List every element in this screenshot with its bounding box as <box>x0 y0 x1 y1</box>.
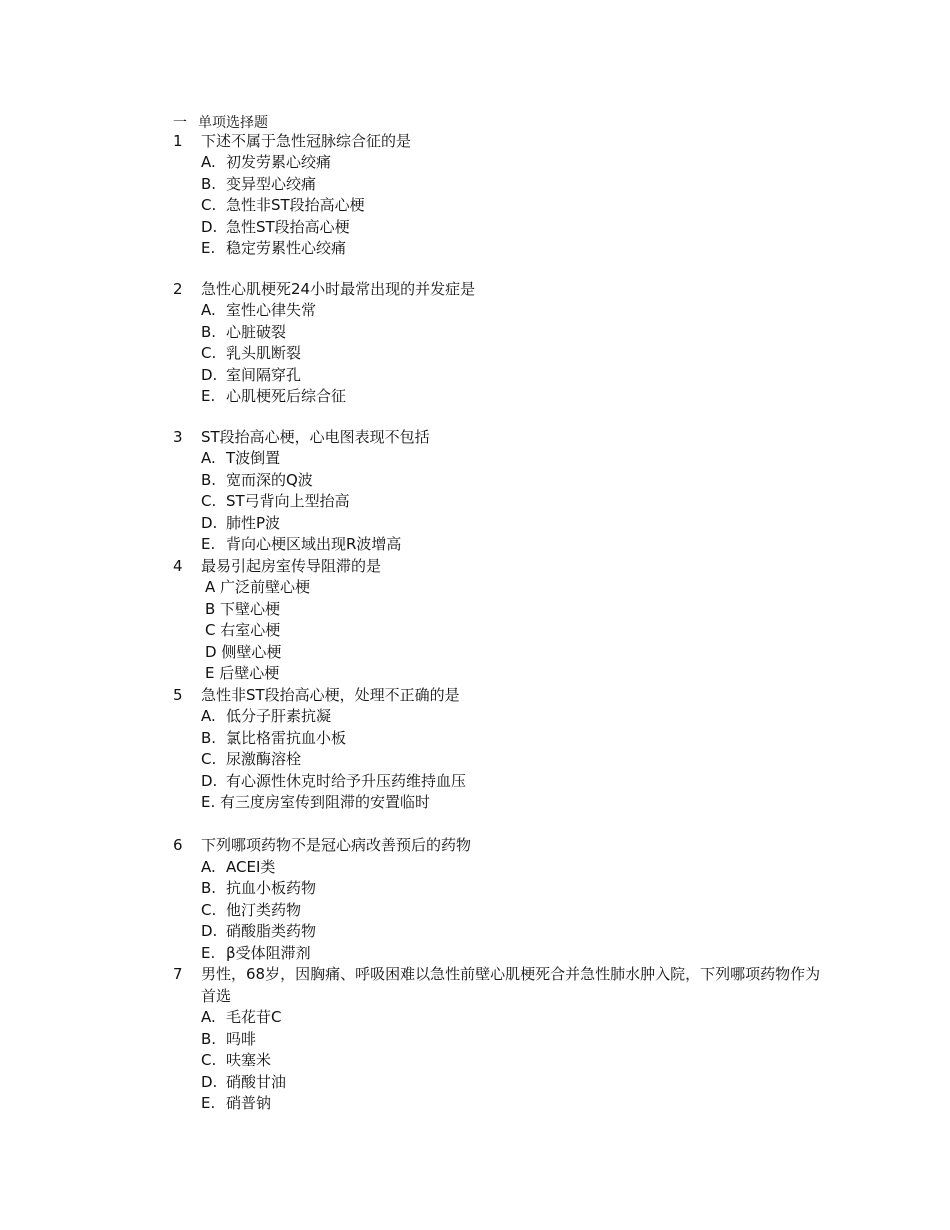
option-letter: E. <box>201 535 216 553</box>
option-text: 急性非ST段抬高心梗 <box>226 196 365 214</box>
option-text: ACEI类 <box>226 858 276 876</box>
question-text: ST段抬高心梗，心电图表现不包括 <box>201 428 430 446</box>
question-text: 下列哪项药物不是冠心病改善预后的药物 <box>201 836 472 854</box>
option-letter: A. <box>201 707 216 725</box>
option-letter: C. <box>201 1051 217 1069</box>
option-a <box>201 1007 281 1028</box>
option-e <box>201 534 401 555</box>
question-text: 最易引起房室传导阻滞的是 <box>201 557 382 575</box>
option-e <box>201 238 346 259</box>
option-text: 初发劳累心绞痛 <box>226 153 332 171</box>
option-text: 心肌梗死后综合征 <box>226 387 347 405</box>
option-text: 硝酸甘油 <box>226 1073 287 1091</box>
question-number: 1 <box>173 132 183 150</box>
option-letter: A. <box>201 1008 216 1026</box>
option-letter: B. <box>201 175 217 193</box>
option-e <box>201 943 311 964</box>
option-text: 硝酸脂类药物 <box>226 922 317 940</box>
option-letter: E. <box>201 944 216 962</box>
option-d <box>201 513 280 534</box>
question-number: 5 <box>173 686 183 704</box>
option-c <box>201 491 350 512</box>
section-heading <box>173 113 268 133</box>
option-text: 抗血小板药物 <box>226 879 317 897</box>
option-text: 急性ST段抬高心梗 <box>226 218 350 236</box>
option-letter: D. <box>201 218 218 236</box>
option-letter: B. <box>201 1030 217 1048</box>
option-text: 心脏破裂 <box>226 323 287 341</box>
option-text: 室间隔穿孔 <box>226 366 302 384</box>
option-text: ST弓背向上型抬高 <box>226 492 350 510</box>
option-e: E. 有三度房室传到阻滞的安置临时 <box>201 793 431 811</box>
question-text: 急性非ST段抬高心梗，处理不正确的是 <box>201 686 460 704</box>
option-letter: A. <box>201 153 216 171</box>
option-letter: B. <box>201 471 217 489</box>
option-text: 宽而深的Q波 <box>226 471 313 489</box>
option-letter: C. <box>201 492 217 510</box>
option-d <box>201 771 466 792</box>
option-d: D 侧壁心梗 <box>205 643 282 661</box>
option-d <box>201 365 301 386</box>
option-c: C 右室心梗 <box>205 621 281 639</box>
option-a: A 广泛前壁心梗 <box>205 578 311 596</box>
option-letter: C. <box>201 344 217 362</box>
option-d <box>201 217 350 238</box>
option-letter: E. <box>201 239 216 257</box>
option-letter: D. <box>201 772 218 790</box>
question-text: 男性，68岁，因胸痛、呼吸困难以急性前壁心肌梗死合并急性肺水肿入院，下列哪项药物作为首选 <box>201 965 821 1005</box>
option-e <box>201 1093 271 1114</box>
question-number: 3 <box>173 428 183 446</box>
option-e: E 后壁心梗 <box>205 664 280 682</box>
option-b <box>201 470 313 491</box>
option-text: T波倒置 <box>226 449 281 467</box>
option-c <box>201 900 301 921</box>
option-letter: B. <box>201 729 217 747</box>
option-text: 他汀类药物 <box>226 901 302 919</box>
option-d <box>201 1072 286 1093</box>
option-text: 吗啡 <box>226 1030 257 1048</box>
option-letter: B. <box>201 879 217 897</box>
option-letter: C. <box>201 901 217 919</box>
option-letter: A. <box>201 858 216 876</box>
option-a <box>201 448 280 469</box>
option-letter: E. <box>201 387 216 405</box>
option-letter: A. <box>201 301 216 319</box>
option-c <box>201 343 301 364</box>
option-letter: A. <box>201 449 216 467</box>
option-text: 低分子肝素抗凝 <box>226 707 332 725</box>
question-number: 4 <box>173 557 183 575</box>
option-c <box>201 749 301 770</box>
question-number: 7 <box>173 965 183 983</box>
option-text: 肺性P波 <box>226 514 281 532</box>
option-text: 氯比格雷抗血小板 <box>226 729 347 747</box>
option-text: 室性心律失常 <box>226 301 317 319</box>
option-a <box>201 706 331 727</box>
option-a <box>201 300 316 321</box>
option-b <box>201 174 316 195</box>
option-text: 稳定劳累性心绞痛 <box>226 239 347 257</box>
option-letter: D. <box>201 922 218 940</box>
option-c <box>201 195 365 216</box>
option-letter: E. <box>201 1094 216 1112</box>
option-d <box>201 921 316 942</box>
option-text: 乳头肌断裂 <box>226 344 302 362</box>
option-text: 毛花苷C <box>226 1008 282 1026</box>
question-text: 急性心肌梗死24小时最常出现的并发症是 <box>201 280 476 298</box>
option-letter: D. <box>201 366 218 384</box>
option-text: 呋塞米 <box>226 1051 272 1069</box>
option-text: 变异型心绞痛 <box>226 175 317 193</box>
option-b <box>201 728 346 749</box>
question-number: 6 <box>173 836 183 854</box>
option-text: β受体阻滞剂 <box>226 944 311 962</box>
question-text: 下述不属于急性冠脉综合征的是 <box>201 132 412 150</box>
question-number: 2 <box>173 280 183 298</box>
option-a <box>201 152 331 173</box>
option-a <box>201 857 275 878</box>
section-title: 单项选择题 <box>198 115 268 131</box>
option-text: 背向心梗区域出现R波增高 <box>226 535 402 553</box>
option-b <box>201 1029 256 1050</box>
option-text: 有心源性休克时给予升压药维持血压 <box>226 772 467 790</box>
option-e <box>201 386 346 407</box>
option-text: 尿激酶溶栓 <box>226 750 302 768</box>
option-letter: C. <box>201 750 217 768</box>
option-b <box>201 878 316 899</box>
section-marker: 一 <box>173 115 187 131</box>
option-letter: C. <box>201 196 217 214</box>
option-b <box>201 322 286 343</box>
option-letter: D. <box>201 514 218 532</box>
option-c <box>201 1050 271 1071</box>
option-letter: D. <box>201 1073 218 1091</box>
option-text: 硝普钠 <box>226 1094 272 1112</box>
option-b: B 下壁心梗 <box>205 600 281 618</box>
option-letter: B. <box>201 323 217 341</box>
